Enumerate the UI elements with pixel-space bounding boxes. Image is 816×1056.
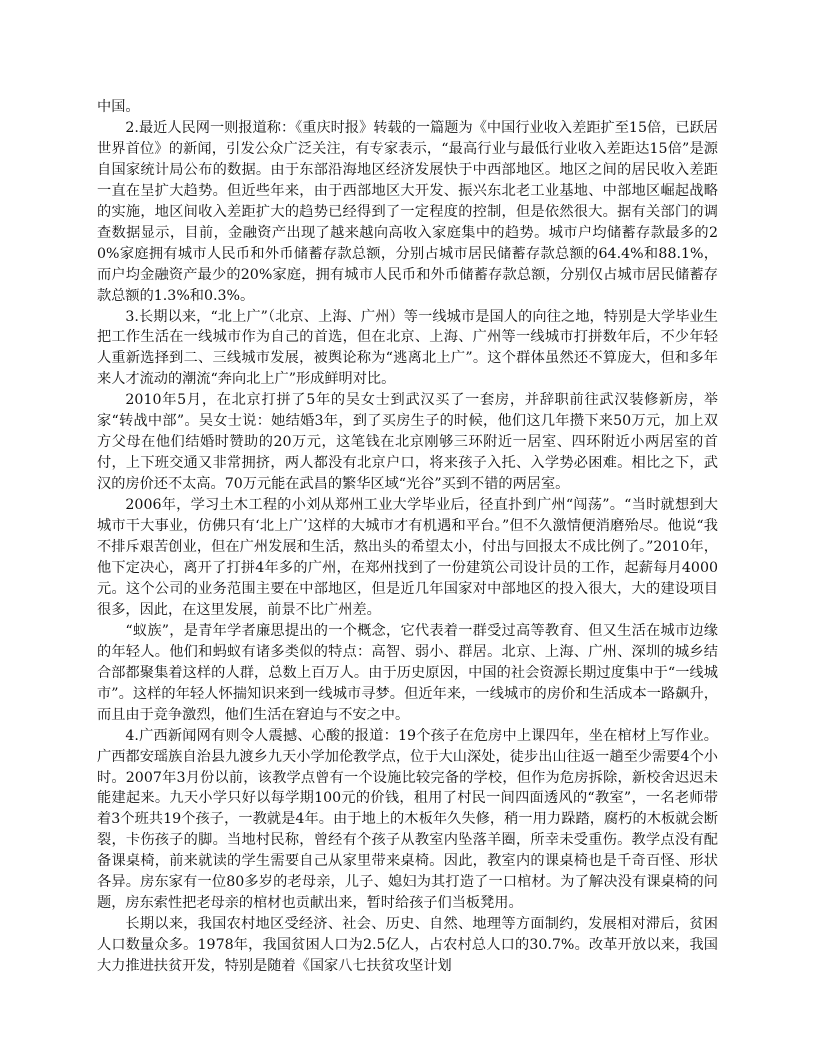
paragraph-income-gap: 2.最近人民网一则报道称：《重庆时报》转载的一篇题为《中国行业收入差距扩至15倍，已跃居世界首位》的新闻，引发公众广泛关注，有专家表示，“最高行业与最低行业收入差距达15倍”是源自国家统计局公布的数据。由于东部沿海地区经济发展快于中西部地区。地区之间的居民收入差距一直在呈扩大趋势。但近些年来，由于西部地区大开发、振兴东北老工业基地、中部地区崛起战略的实施，地区间收入差距扩大的趋势已经得到了一定程度的控制，但是依然很大。据有关部门的调查数据显示，目前，金融资产出现了越来越向高收入家庭集中的趋势。城市户均储蓄存款最多的20%家庭拥有城市人民币和外币储蓄存款总额，分别占城市居民储蓄存款总额的64.4%和88.1%，而户均金融资产最少的20%家庭，拥有城市人民币和外币储蓄存款总额，分别仅占城市居民储蓄存款总额的1.3%和0.3%。 [97,119,718,304]
document-page [97,97,718,977]
paragraph-guangxi-school: 4.广西新闻网有则令人震撼、心酸的报道：19个孩子在危房中上课四年，坐在棺材上写作业。广西都安瑶族自治县九渡乡九天小学加伦教学点，位于大山深处，徒步出山往返一趟至少需要4个小时。2007年3月份以前，该教学点曾有一个设施比较完备的学校，但作为危房拆除，新校舍迟迟未能建起来。九天小学只好以每学期100元的价钱，租用了村民一间四面透风的“教室”，一名老师带着3个班共19个孩子，一教就是4年。由于地上的木板年久失修，稍一用力跺踏，腐朽的木板就会断裂，卡伤孩子的脚。当地村民称，曾经有个孩子从教室内坠落羊圈，所幸未受重伤。教学点没有配备课桌椅，前来就读的学生需要自己从家里带来桌椅。因此，教室内的课桌椅也是千奇百怪、形状各异。房东家有一位80多岁的老母亲，儿子、媳妇为其打造了一口棺材。为了解决没有课桌椅的问题，房东索性把老母亲的棺材也贡献出来，暂时给孩子们当板凳用。 [97,727,718,912]
paragraph-ms-wu-wuhan: 2010年5月，在北京打拼了5年的吴女士到武汉买了一套房，并辞职前往武汉装修新房，举家“转战中部”。吴女士说：她结婚3年，到了买房生子的时候，他们这几年攒下来50万元，加上双方父母在他们结婚时赞助的20万元，这笔钱在北京刚够三环附近一居室、四环附近小两居室的首付，上下班交通又非常拥挤，两人都没有北京户口，将来孩子入托、入学势必困难。相比之下，武汉的房价还不太高。70万元能在武昌的繁华区域“光谷”买到不错的两居室。 [97,392,718,493]
paragraph-ant-tribe: “蚁族”，是青年学者廉思提出的一个概念，它代表着一群受过高等教育、但又生活在城市边缘的年轻人。他们和蚂蚁有诸多类似的特点：高智、弱小、群居。北京、上海、广州、深圳的城乡结合部都聚集着这样的人群，总数上百万人。由于历史原因，中国的社会资源长期过度集中于“一线城市”。这样的年轻人怀揣知识来到一线城市寻梦。但近年来，一线城市的房价和生活成本一路飙升，而且由于竞争激烈，他们生活在窘迫与不安之中。 [97,622,718,723]
paragraph-xiao-liu-zhengzhou: 2006年，学习土木工程的小刘从郑州工业大学毕业后，径直扑到广州“闯荡”。“当时就想到大城市干大事业，仿佛只有‘北上广’这样的大城市才有机遇和平台。”但不久激情便消磨殆尽。他说“我不排斥艰苦创业，但在广州发展和生活，熬出头的希望太小，付出与回报太不成比例了。”2010年，他下定决心，离开了打拼4年多的广州，在郑州找到了一份建筑公司设计员的工作，起薪每月4000元。这个公司的业务范围主要在中部地区，但是近几年国家对中部地区的投入很大，大的建设项目很多，因此，在这里发展，前景不比广州差。 [97,497,718,618]
paragraph-escape-beishangguang: 3.长期以来，“北上广”（北京、上海、广州）等一线城市是国人的向往之地，特别是大学毕业生把工作生活在一线城市作为自己的首选，但在北京、上海、广州等一线城市打拼数年后，不少年轻人重新选择到二、三线城市发展，被舆论称为“逃离北上广”。这个群体虽然还不算庞大，但和多年来人才流动的潮流“奔向北上广”形成鲜明对比。 [97,308,718,388]
paragraph-continuation: 中国。 [97,99,140,115]
paragraph-rural-poverty: 长期以来，我国农村地区受经济、社会、历史、自然、地理等方面制约，发展相对滞后，贫困人口数量众多。1978年，我国贫困人口为2.5亿人，占农村总人口的30.7%。改革开放以来，我国大力推进扶贫开发，特别是随着《国家八七扶贫攻坚计划 [97,916,718,975]
